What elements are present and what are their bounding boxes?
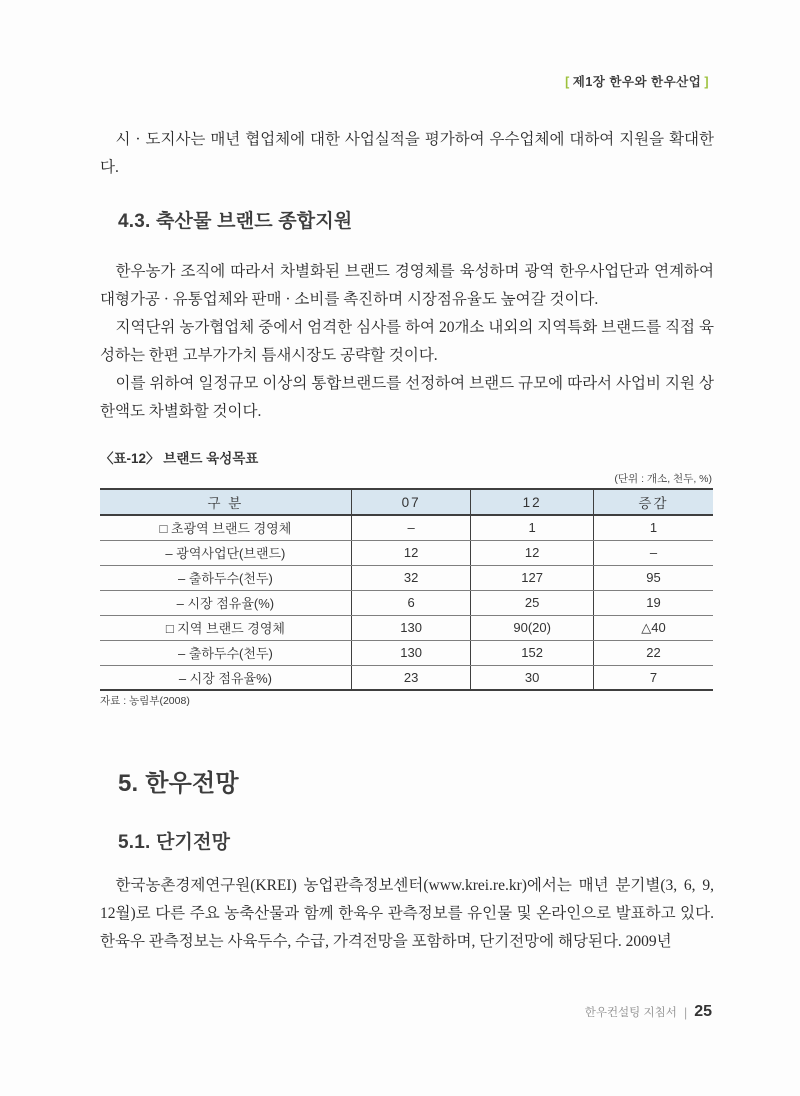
value-chg: △40 xyxy=(593,615,713,640)
column-header-07: 07 xyxy=(351,489,471,515)
value-chg: – xyxy=(593,540,713,565)
section-5-heading: 5. 한우전망 xyxy=(118,770,239,797)
value-07: 23 xyxy=(351,665,471,690)
value-07: 6 xyxy=(351,590,471,615)
table-row xyxy=(100,665,713,690)
intro-paragraph-block xyxy=(100,126,714,182)
value-chg: 7 xyxy=(593,665,713,690)
brand-target-table xyxy=(100,488,713,691)
section-4-3-heading: 4.3. 축산물 브랜드 종합지원 xyxy=(118,211,353,232)
table-header-row xyxy=(100,489,713,515)
value-12: 90(20) xyxy=(471,615,594,640)
section-4-3-paragraphs xyxy=(100,258,714,426)
row-label: □ 지역 브랜드 경영체 xyxy=(100,615,351,640)
footer-page-number: 25 xyxy=(694,1003,712,1020)
value-12: 30 xyxy=(471,665,594,690)
value-07: 130 xyxy=(351,640,471,665)
value-chg: 95 xyxy=(593,565,713,590)
table-row xyxy=(100,515,713,540)
bracket-right: ] xyxy=(704,75,709,89)
table-source: 자료 : 농림부(2008) xyxy=(100,695,190,707)
value-12: 127 xyxy=(471,565,594,590)
column-header-change: 증감 xyxy=(593,489,713,515)
paragraph: 시 · 도지사는 매년 협업체에 대한 사업실적을 평가하여 우수업체에 대하여 지원을 확대한다. xyxy=(100,131,714,176)
table-row xyxy=(100,615,713,640)
column-header-category: 구 분 xyxy=(100,489,351,515)
paragraph: 한국농촌경제연구원(KREI) 농업관측정보센터(www.krei.re.kr)에서는 매년 분기별(3, 6, 9, 12월)로 다른 주요 농축산물과 함께 한육우 관측정보를 유인물 및 온라인으로 발표하고 있다. 한육우 관측정보는 사육두수, 수급, 가격전망을 포함하며, 단기전망에 해당된다. 2009년 xyxy=(100,877,714,950)
paragraph: 지역단위 농가협업체 중에서 엄격한 심사를 하여 20개소 내외의 지역특화 브랜드를 직접 육성하는 한편 고부가가치 틈새시장도 공략할 것이다. xyxy=(100,319,714,364)
value-07: 12 xyxy=(351,540,471,565)
footer-divider: | xyxy=(683,1004,688,1020)
row-label: – 출하두수(천두) xyxy=(100,640,351,665)
value-07: – xyxy=(351,515,471,540)
paragraph: 이를 위하여 일정규모 이상의 통합브랜드를 선정하여 브랜드 규모에 따라서 사업비 지원 상한액도 차별화할 것이다. xyxy=(100,375,714,420)
value-12: 25 xyxy=(471,590,594,615)
value-chg: 22 xyxy=(593,640,713,665)
table-row xyxy=(100,540,713,565)
row-label: – 출하두수(천두) xyxy=(100,565,351,590)
value-07: 32 xyxy=(351,565,471,590)
table-row xyxy=(100,590,713,615)
value-07: 130 xyxy=(351,615,471,640)
table-caption: 〈표-12〉 브랜드 육성목표 xyxy=(100,451,259,466)
row-label: – 광역사업단(브랜드) xyxy=(100,540,351,565)
row-label: – 시장 점유율(%) xyxy=(100,590,351,615)
section-5-1-paragraph-block xyxy=(100,872,714,956)
paragraph: 한우농가 조직에 따라서 차별화된 브랜드 경영체를 육성하며 광역 한우사업단과 연계하여 대형가공 · 유통업체와 판매 · 소비를 촉진하며 시장점유율도 높여갈 것이다. xyxy=(100,263,714,308)
row-label: □ 초광역 브랜드 경영체 xyxy=(100,515,351,540)
value-12: 12 xyxy=(471,540,594,565)
table-row xyxy=(100,565,713,590)
chapter-title: 제1장 한우와 한우산업 xyxy=(572,75,702,89)
section-5-1-heading: 5.1. 단기전망 xyxy=(118,832,231,853)
value-chg: 1 xyxy=(593,515,713,540)
bracket-left: [ xyxy=(565,75,570,89)
footer-book-title: 한우컨설팅 지침서 xyxy=(584,1007,677,1019)
table-unit-note: (단위 : 개소, 천두, %) xyxy=(614,473,712,485)
column-header-12: 12 xyxy=(471,489,594,515)
page-footer xyxy=(585,1003,712,1021)
value-12: 1 xyxy=(471,515,594,540)
row-label: – 시장 점유율%) xyxy=(178,670,272,686)
value-chg: 19 xyxy=(593,590,713,615)
table-row xyxy=(100,640,713,665)
value-12: 152 xyxy=(471,640,594,665)
chapter-running-head xyxy=(562,72,712,90)
